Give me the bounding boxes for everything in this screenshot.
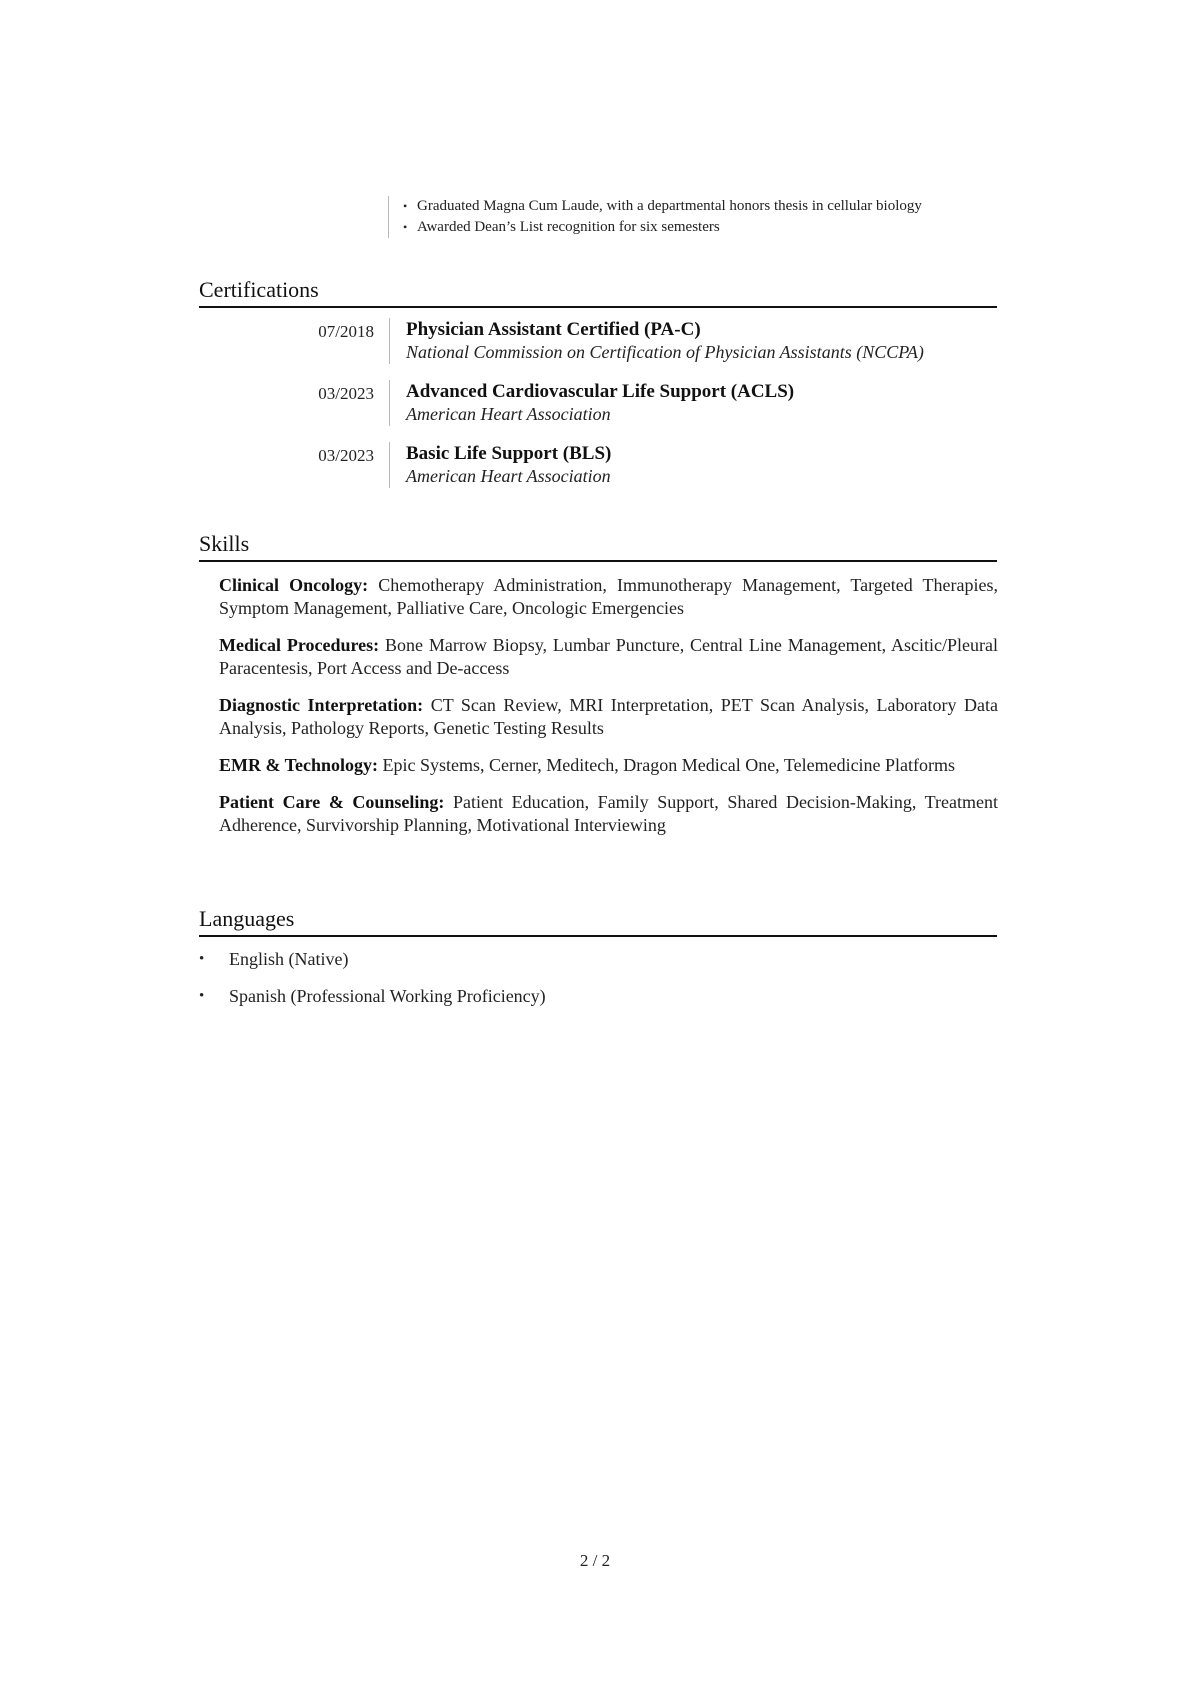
skill-category: Diagnostic Interpretation: bbox=[219, 695, 424, 715]
language-item: • Spanish (Professional Working Proficiency) bbox=[199, 985, 997, 1008]
certification-date: 03/2023 bbox=[318, 446, 374, 465]
certification-entry bbox=[199, 380, 997, 442]
languages-heading: Languages bbox=[199, 905, 997, 937]
certification-date: 07/2018 bbox=[318, 322, 374, 341]
certification-details bbox=[389, 318, 924, 364]
skill-details: Bone Marrow Biopsy, Lumbar Puncture, Central Line Management, Ascitic/Pleural Paracentesis, Port Access and De-access bbox=[219, 635, 999, 678]
language-item: • English (Native) bbox=[199, 948, 997, 971]
education-bullet: • Graduated Magna Cum Laude, with a departmental honors thesis in cellular biology bbox=[403, 196, 1003, 217]
skill-details: Patient Education, Family Support, Shared Decision-Making, Treatment Adherence, Survivorship Planning, Motivational Interviewing bbox=[219, 792, 999, 835]
certifications-list bbox=[199, 318, 997, 504]
education-continuation bbox=[388, 196, 1003, 238]
certification-name: Physician Assistant Certified (PA-C) bbox=[406, 319, 701, 340]
skill-details: CT Scan Review, MRI Interpretation, PET Scan Analysis, Laboratory Data Analysis, Pathology Reports, Genetic Testing Results bbox=[219, 695, 999, 738]
skill-details: Epic Systems, Cerner, Meditech, Dragon Medical One, Telemedicine Platforms bbox=[382, 755, 956, 775]
page-number: 2 / 2 bbox=[579, 1551, 611, 1570]
certification-details bbox=[389, 380, 794, 426]
skill-category: EMR & Technology: bbox=[219, 755, 379, 775]
skill-item bbox=[219, 791, 998, 837]
certification-name: Basic Life Support (BLS) bbox=[406, 443, 612, 464]
skill-item bbox=[219, 694, 998, 740]
certification-entry bbox=[199, 442, 997, 504]
skill-category: Medical Procedures: bbox=[219, 635, 380, 655]
certification-issuer: American Heart Association bbox=[406, 466, 611, 486]
certification-details bbox=[389, 442, 611, 488]
skill-item bbox=[219, 754, 998, 777]
certification-issuer: National Commission on Certification of Physician Assistants (NCCPA) bbox=[406, 342, 924, 362]
education-bullets bbox=[403, 196, 1003, 238]
certification-entry bbox=[199, 318, 997, 380]
skill-item bbox=[219, 574, 998, 620]
skill-category: Patient Care & Counseling: bbox=[219, 792, 445, 812]
certification-issuer: American Heart Association bbox=[406, 404, 611, 424]
languages-list bbox=[199, 948, 997, 1022]
skills-heading: Skills bbox=[199, 530, 997, 562]
certification-name: Advanced Cardiovascular Life Support (ACLS) bbox=[406, 381, 795, 402]
skill-item bbox=[219, 634, 998, 680]
skill-details: Chemotherapy Administration, Immunotherapy Management, Targeted Therapies, Symptom Management, Palliative Care, Oncologic Emergencies bbox=[219, 575, 999, 618]
certification-date: 03/2023 bbox=[318, 384, 374, 403]
skill-category: Clinical Oncology: bbox=[219, 575, 369, 595]
skills-list bbox=[219, 574, 998, 851]
education-bullet: • Awarded Dean’s List recognition for six semesters bbox=[403, 217, 1003, 238]
certifications-heading: Certifications bbox=[199, 276, 997, 308]
